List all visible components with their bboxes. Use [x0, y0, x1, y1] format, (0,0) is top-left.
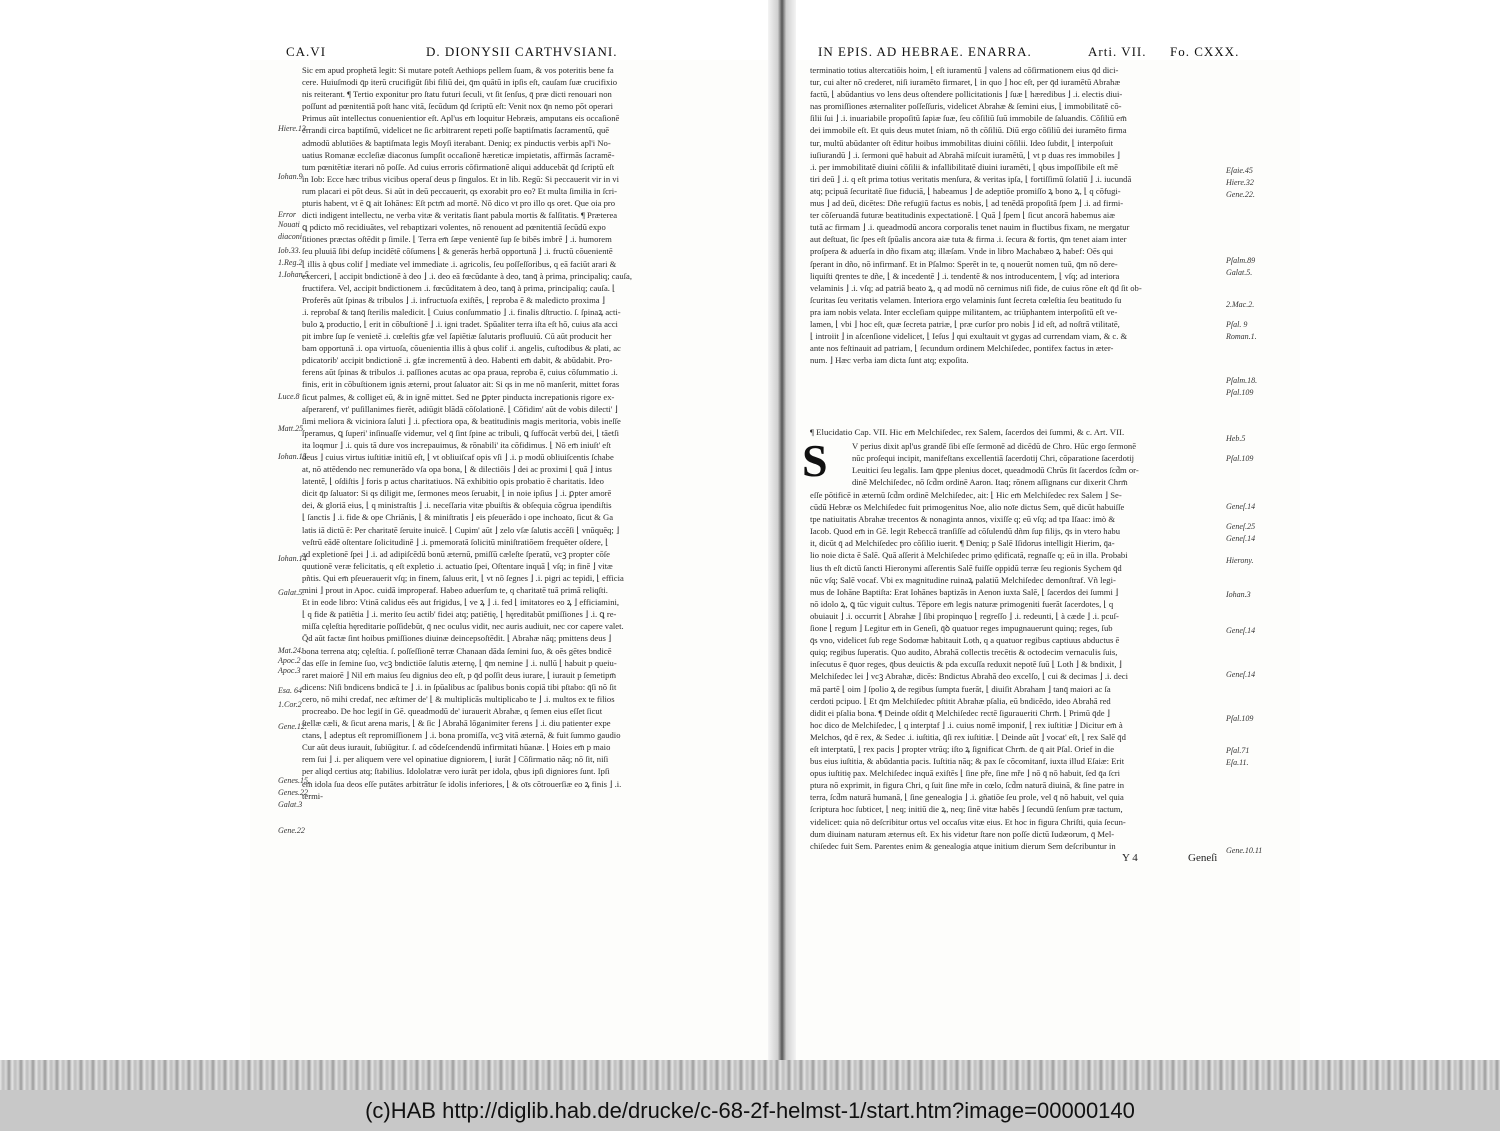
margin-note: Gene.22. — [1226, 190, 1255, 199]
margin-note: Luce.8 — [278, 392, 300, 401]
text-line: tpe natiuitatis Abrahæ trecentos & nonaginta annos, vixiſſe q; eū vſq; ad tpa Iſaac: imò & — [810, 514, 1116, 525]
scan-bottom-edge — [0, 1060, 1500, 1090]
text-line: ſitiones præctas oſtēdit p ſimile. ⌊ Terra em̄ ſæpe venientē ſup ſe bibēs imbrē ⌋ .i. humorem — [302, 234, 612, 245]
margin-note: Galat.3 — [278, 800, 303, 809]
text-line: ante nos feſtinauit ad patriam, ⌊ ſecundum ordinem Melchiſedec, pontifex factus in æter- — [810, 343, 1114, 354]
text-line: Melchiſedec lei ⌋ vcꝫ Abrahæ, dicēs: Bndictus Abrahā deo excelſo, ⌊ cui & decimas ⌋ .i. deci — [810, 671, 1128, 682]
text-line: ſeu pluuiā ſibi deſup incidētē cōſumens ⌊ & generās herbā opportunā ⌋ .i. fructū cōuenientē — [302, 246, 613, 257]
margin-note: Apoc.2 — [278, 656, 301, 665]
text-line: deus ⌋ cuius virtus iuſtitiæ initiū eſt, ⌊ vt obliuiſcaf opis vſi ⌋ .i. p modū obliuiſcentis ſchabe — [302, 452, 614, 462]
text-line: mini ⌋ prout in Apoc. cuidā improperaf. Habeo aduerſum te, q charitatē tuā primā reliqſti. — [302, 585, 608, 596]
text-line: rem ſui ⌋ .i. per aliquem vere vel opinatiue digniorem, ⌊ iurāt ⌋ Cōſirmatio nāq; nō ſit, niſi — [302, 754, 609, 765]
margin-note: Genes.15. — [278, 776, 310, 785]
text-line: tur, multū abūdanter oſt ēditur hoibus immobilitas diuini cōſilii. Ideo ſubdit, ⌊ interpoſuit — [810, 137, 1114, 148]
margin-note: Error — [278, 210, 296, 219]
text-line: lius th eſt dictū ſancti Hieronymi aſſerentis Salē fuiſſe oppidū terræ ſeu regionis Sychem q̄d — [810, 562, 1122, 573]
text-line: lio noie dicta ē Salē. Quā aſſerit à Melchiſedec primo ędificatā, regnaſſe q; eū in illa. Probabi — [810, 550, 1128, 561]
margin-note: Mat.24. — [278, 646, 303, 655]
text-line: latentē, ⌊ oſdiſtis ⌋ foris p actus charitatiuos. Nā exhibitio opis probatio ē charitatis. Ideo — [302, 476, 604, 487]
text-line: uatius Romanæ eccleſiæ diaconus ſumpſit occaſionē hæreticæ impietatis, affirmās ſacramē- — [302, 149, 615, 160]
text-line: ⌊ introiit ⌋ in aſcenſione videlicet, ⌊ Ieſus ⌋ qui exultauit vt gygas ad currendam viam, & c. & — [810, 331, 1128, 342]
text-line: poſſunt ad pœnitentiā poſt hanc vitā, ſecūdum q̄d ſcriptū eſt: Venit nox q̄n nemo pōt operari — [302, 101, 614, 112]
margin-note: Pſal. 9 — [1226, 320, 1248, 329]
left-header-chapter: CA.VI — [286, 44, 327, 59]
margin-note: Iohan.3 — [1226, 590, 1251, 599]
signature-mark: Y 4 — [1122, 852, 1138, 864]
margin-note: Apoc.3 — [278, 666, 301, 675]
text-line: mā partē ⌊ oim ⌋ ſpolio ꝝ de regibus ſumpta fuerāt, ⌊ diuiſit Abraham ⌋ tanq̄ maiori ac ſa — [810, 683, 1111, 694]
text-line: nis reiterant. ¶ Tertio exponitur pro ſtatu futuri ſeculi, vt ſit ſenſus, q̄ præ dicti renouari non — [302, 89, 612, 100]
text-line: ſtellæ cæli, & ſicut arena maris, ⌊ & ſic ⌋ Abrahā lōganimiter ferens ⌋ .i. diu patienter expe — [302, 718, 611, 729]
text-line: pturis habent, vt ē ꝗ ait Iohānes: Eſt pctm̄ ad mortē. Nō dico vt pro illo qs oret. Que oia pro — [302, 198, 616, 209]
drop-cap: S — [802, 435, 828, 486]
left-page-text — [302, 64, 764, 802]
margin-note: Iohan.14 — [278, 554, 307, 563]
text-line: Et in eode libro: Vtinā calidus eēs aut frigidus, ⌊ ve ꝝ ⌋ .i. fed ⌊ imitatores eo ꝝ ⌋ efficiamini, — [302, 597, 620, 608]
text-line: in Iob: Ecce hæc tribus vicibus operaſ deus p ſingulos. Et in lib. Regū: Si peccauerit vir in vi — [302, 173, 619, 184]
margin-note: 1.Reg.2 — [278, 258, 303, 267]
text-line: Primus aūt intellectus conuenientior eſt. Apl'us em̄ loquitur Hebræis, amputans eis occaſionē — [302, 113, 620, 124]
text-line: pdicatorib' accipit bndictionē .i. gfæ incrementū à deo. Habenti em̄ dabit, & abūdabit. Pro- — [302, 355, 613, 366]
text-line: ⌊ q fide & patiētia ⌋ .i. merito ſeu actib' fidei atq; patiētię, ⌊ hęreditabūt pmiſſiones ⌋ .i. ꝗ re- — [302, 609, 617, 620]
margin-note: Pſal.109 — [1226, 454, 1254, 463]
text-line: rum placari ei pōt deus. Si aūt in deū peccauerit, qs exorabit pro eo? Et multa ſimilia in ſcri- — [302, 185, 618, 196]
text-line: terminatio totius altercatiōis hoim, ⌊ eſt iuramentū ⌋ valens ad cōſirmationem eius q̄d dici- — [810, 65, 1119, 75]
text-line: iuſiurandū ⌋ .i. ſermoni quē habuit ad Abrahā miſcuit iuramētū, ⌊ vt p duas res immobiles ⌋ — [810, 149, 1121, 160]
margin-note: Geneſ.14 — [1226, 626, 1256, 635]
text-line: Sic em apud prophetā legit: Si mutare poteſt Aethiops pellem ſuam, & vos poteritis bene fa — [302, 65, 614, 75]
margin-note: Geneſ.14 — [1226, 534, 1256, 543]
margin-note: Pſalm.18. — [1226, 376, 1258, 385]
text-line: factū, ⌊ abūdantius vo lens deus oſtendere pollicitationis ⌋ ſuæ ⌊ hæredibus ⌋ .i. electis diui- — [810, 89, 1123, 100]
margin-note: Pſal.109 — [1226, 388, 1254, 397]
text-line: tum pœnitētiæ iterari nō poſſe. Ad cuius erroris cōfirmationē aliqui adducebāt q̄d ſcriptū eſt — [302, 161, 615, 172]
text-line: nō idolo ꝝ, ꝗ tūc viguit cultus. Tēpore em̄ legis naturæ primogeniti fuerāt ſacerdotes, ⌊ q — [810, 598, 1114, 609]
text-line: Cur aūt deus iurauit, ſubiūgitur. ſ. ad cōdeſcendendū infirmitati hūanæ. ⌊ Hoies em̄ p maio — [302, 742, 611, 753]
text-line: dicit q̄p ſaluator: Si qs diligit me, ſermones meos ſeruabit, ⌊ in noie ipſius ⌋ .i. ꝑpter amorē — [302, 488, 612, 499]
text-line: bus eius iuſtitia, & abūdantia pacis. Iuſtitia nāq; & pax ſe cōcomitanf, iuxta illud Eſaiæ: Erit — [810, 756, 1125, 767]
text-line: dei, & gloriā eius, ⌊ q ministraſtis ⌋ .i. neceſſaria vitæ pbuiſtis & obſequia cōgrua ipendiſtis — [302, 500, 612, 511]
margin-note: Nouati — [278, 220, 300, 229]
margin-note: Heb.5 — [1226, 434, 1246, 443]
text-line: terra, ſcd̄m naturā humanā, ⌊ ſine genealogia ⌋ .i. gñatiōe ſeu prole, vel q̄ nō habuit, vel quia — [810, 792, 1124, 803]
text-line: exerceri, ⌊ accipit bndictionē à deo ⌋ .i. deo eā fœcūdante à deo, tanq̄ à prima, principaliq; cauſa, — [302, 270, 633, 281]
text-line: ſcriptura hoc ſubticet, ⌊ neq; initiū die ꝝ, neq; ſinē vitæ habēs ⌋ ſecundū ſenſum præ tactum, — [810, 804, 1123, 815]
margin-note: Pſal.71 — [1226, 746, 1250, 755]
margin-note: diaconi — [278, 232, 302, 241]
right-page — [796, 60, 1300, 1060]
text-line: fructifera. Vel, accipit bndictionem .i. fœcūditatem à deo, tanq̄ à prima, principaliq; cauſa. ⌊ — [302, 282, 616, 293]
margin-note: Pſal.109 — [1226, 714, 1254, 723]
text-line: Melchos, q̄d ē rex, & Sedec .i. iuſtitia, q̄ſi rex iuſtitiæ. ⌊ Deinde aūt ⌋ vocat' eſt, ⌊ rex Salē q̄d — [810, 731, 1126, 742]
text-line: em̄ idola ſua deos eſſe putātes arbitrātur ſe idolis inferiores, ⌊ & oīs cōtrouerſiæ eo ꝝ finis ⌋ .i. — [302, 778, 622, 789]
margin-note: Geneſ.25 — [1226, 522, 1256, 531]
margin-note: Esa. 64 — [278, 686, 302, 695]
right-header-folio: Fo. CXXX. — [1170, 44, 1240, 59]
text-line: ⌊ ſanctis ⌋ .i. fide & ope Chriānis, ⌊ & miniſtratis ⌋ eis pſeuerādo i ope inchoato, ſicut & Ga — [302, 512, 614, 523]
text-line: cero, nō mihi credaf, nec æſtimer de' ⌊ & multiplicās multiplicabo te ⌋ .i. multos ex te filios — [302, 693, 615, 704]
text-line: pra iam nobis velata. Inter eccleſiam quippe militantem, ac triūphantem interpoſitū eſt ve- — [810, 306, 1118, 317]
text-line: ad expletionē ſpei ⌋ .i. ad adipiſcēdū bonū æternū, pmiſſū cæleſte ſperatū, vcꝫ propter cōſe — [302, 548, 610, 559]
text-line: nas promiſſiones æternaliter poſſeſſuris, videlicet Abrahæ & ſemini eius, ⌊ immobilitatē cō- — [810, 101, 1122, 112]
margin-note: Geneſ.14 — [1226, 502, 1256, 511]
margin-note: Matt.25 — [278, 424, 304, 433]
text-line: Proferēs aūt ſpinas & tribulos ⌋ .i. infructuoſa exiſtēs, ⌊ reproba ē & maledicto proxima ⌋ — [302, 294, 606, 305]
text-line: chiſedec fuit Sem. Parentes enim & genealogia atque initium dierum Sem deſcribuntur in — [810, 840, 1116, 851]
text-line: ſcuritas ſeu veritatis velamen. Interiora ergo velaminis ſunt ſecreta cœleſtia ſeu beatitudo ſu — [810, 294, 1122, 305]
text-line: veſtrū eādē oſtentare ſolicitudinē ⌋ .i. pmemoratā ſolicitū miniſtratiōem frequēter oſdere, ⌊ — [302, 536, 609, 547]
margin-note: Iohan.9 — [278, 172, 303, 181]
text-line: q̄s vno, videlicet ſub rege Sodomæ habitauit Loth, q a quatuor regibus captiuus abductus ē — [810, 635, 1120, 646]
text-line: bona terrena atq; cęleſtia. ſ. poſſeſſionē terræ Chanaan dāda ſemini ſuo, & oēs gētes bndicē — [302, 645, 612, 656]
left-page — [250, 60, 768, 1060]
right-page-text-drop — [852, 440, 1230, 488]
margin-note: Hierony. — [1226, 556, 1254, 565]
text-line: latis iā dictū ē: Per charitatē ſeruite inuicē. ⌊ Cupim' aūt ⌋ zelo vſæ ſalutis accēſi ⌊ vnūquēq; ⌋ — [302, 524, 620, 535]
text-line: aſperarenf, vt' puſillanimes fierēt, adiūgit blādā cōſolationē. ⌊ Cōfidim' aūt de vobis dilecti' ⌋ — [302, 403, 618, 414]
text-line: quiq; regibus ſuperatis. Quo audito, Abrahā collectis trecētis & octodecim vernaculis ſuis, — [810, 647, 1118, 658]
text-line: dicens: Niſi bndicens bndicā te ⌋ .i. in ſpūalibus ac ſpalibus bonis copiā tibi pſtabo: q̄ſi nō ſit — [302, 681, 617, 692]
margin-note: Iohan.15 — [278, 452, 307, 461]
margin-note: Hiere.13 — [278, 124, 306, 133]
text-line: bam opportunā .i. opa virtuoſa, cōuenientia illis à qbus colif .i. angelis, cuſtodibus & plati, ac — [302, 343, 621, 354]
text-line: ꝗ pdicto mō recidiuātes, vel rebaptizari volentes, nō renouent ad pœnitentiā ſecūdū expo — [302, 222, 606, 233]
text-line: ⌊ illis à qbus colif ⌋ mediate vel immediate .i. agricolis, ſeu poſſeſſoribus, q eā faciūt arari & — [302, 258, 617, 269]
text-line: das eſſe in ſemine ſuo, vcꝫ bndictiōe ſalutis æternę, ⌊ q̄m nemine ⌋ .i. nullū ⌊ habuit p queiu- — [302, 657, 617, 668]
text-line: dei immobile eſt. Et quis deus mutet ſniam, nō th cōſiliū. Diū ergo cōſiliū dei iuramēto firma — [810, 125, 1127, 136]
text-line: raret maiorē ⌋ Nil em̄ maius ſeu dignius deo eſt, p q̄d poſſit deus iurare, ⌊ iurauit p ſemetipm̄ — [302, 669, 617, 680]
text-line: dum diuinam naturam æternus eſt. Ex his videtur ſtare non poſſe dictū Iudæorum, q̄ Mel- — [810, 828, 1115, 839]
text-line: bulo ꝝ productio, ⌊ erit in cōbuſtionē ⌋ .i. igni tradet. Spūaliter terra iſta eſt hō, cuius aīa acci — [302, 318, 618, 329]
text-line: liquiſti q̄rentes te dñe, ⌊ & incedentē ⌋ .i. tendentē & nos introducentem, ⌊ vſq; ad interiora — [810, 270, 1120, 281]
text-line: eſt interptatū, ⌊ rex pacis ⌋ propter vtrūq; iſto ꝝ ſignificat Chrm̄. de q̄ ait Pſal. Orief in die — [810, 743, 1115, 754]
text-line: at, nō attēdendo nec remunerādo vſa opa bona, ⌊ & dilectiōis ⌋ dei ac proximi ⌊ quā ⌋ intus — [302, 464, 612, 475]
text-line: proſpera & aduerſa in dño fixam atq; illæſam. Vnde in libro Machabæo ꝝ habef: Oēs qui — [810, 246, 1114, 257]
text-line: Q̄d aūt factæ ſint hoibus pmiſſiones diuinæ deincepsoſtēdit. ⌊ Abrahæ nāq; pmittens deus ⌋ — [302, 633, 612, 644]
text-line: dinē Melchiſedec, nō ſcd̄m ordinē Aaron. Itaq; rōnem aſſignans cur dixerit Chrm̄ — [852, 477, 1128, 488]
left-header-title: D. DIONYSII CARTHVSIANI. — [426, 44, 618, 59]
text-line: mus ⌋ ad deū, dicētes: Dñe refugiū factus es nobis, ⌊ ad tenēdā propoſitā ſpem ⌋ .i. ad firmi- — [810, 198, 1124, 209]
text-line: cerdoti pcipuo. ⌊ Et q̄m Melchiſedec pſtitit Abrahæ pſalia, eū bndicēdo, ideo Abrahā red — [810, 695, 1111, 706]
text-line: obuiauit ⌋ .i. occurrit ⌊ Abrahæ ⌋ ſibi propinquo ⌊ regreſſo ⌋ .i. redeunti, ⌊ à cæde ⌋ .i. pcuſ- — [810, 610, 1119, 621]
margin-note: Pſalm.89 — [1226, 256, 1256, 265]
text-line: tutā ac firmam ⌋ .i. queadmodū ancora corporalis tenet nauim in fluctibus fixam, ne mergatur — [810, 222, 1130, 233]
text-line: ſperamus, ꝗ ſuperi' inſinuaſſe videmur, vel q̄ ſint ſpine ac tribuli, ꝗ ſuffocāt verbū dei, ⌊ tāetſi — [302, 427, 619, 438]
margin-note: 1.Iohan.5 — [278, 270, 309, 279]
margin-note: Galat.5. — [1226, 268, 1253, 277]
text-line: num. ⌋ Hæc verba iam dicta ſunt atq; expoſita. — [810, 355, 969, 366]
text-line: finis, erit in cōbuſtionem ignis æterni, prout ſaluator ait: Si qs in me nō manſerit, mittet foras — [302, 379, 620, 390]
text-line: ſione ⌊ regum ⌋ Legitur em̄ in Geneſi, q̄ꝺ quatuor reges impugnauerunt quinq; reges, ſub — [810, 623, 1113, 634]
margin-note: Genes.22 — [278, 788, 308, 797]
text-line: ſicut palmes, & colliget eū, & in ignē mittet. Sed ne ꝑpter pinducta increpationis rigore ex- — [302, 391, 615, 402]
text-line: eſſe pōtificē in æternū ſcd̄m ordinē Melchiſedec, ait: ⌊ Hic em̄ Melchiſedec rex Salem ⌋ Se- — [810, 490, 1122, 500]
text-line: V perius dixit apl'us grandē ſibi eſſe ſermonē ad dicēdū de Chro. Hūc ergo ſermonē — [852, 441, 1137, 451]
text-line: quutionē veræ felicitatis, q eſt expletio .i. actuatio ſpei, Oſtentare inquā ⌊ vſq; in finē ⌋ vitæ — [302, 560, 613, 571]
margin-note: 1.Cor.2 — [278, 700, 302, 709]
margin-note: Galat.5. — [278, 588, 305, 597]
margin-note: Eſaie.45 — [1226, 166, 1253, 175]
right-page-text-bottom — [810, 489, 1230, 852]
text-line: dicti indigent intellectu, ne verba vitæ & veritatis ſiant pabula mortis & falſitatis. ¶ Præterea — [302, 210, 618, 221]
margin-note: Roman.1. — [1226, 332, 1257, 341]
right-header-title: IN EPIS. AD HEBRAE. ENARRA. — [818, 44, 1032, 59]
text-line: ſimi meliora & viciniora ſaluti ⌋ .i. pfectiora opa, & beatitudinis magis meritoria, vobis ineſſe — [302, 415, 621, 426]
text-line: hoc dico de Melchiſedec, ⌊ q interptaf ⌋ .i. cuius nomē imponif, ⌊ rex iuſtitiæ ⌋ Dicitur em̄ à — [810, 719, 1123, 730]
text-line: pñtis. Qui em̄ pſeuerauerit vſq; in finem, ſaluus erit, ⌊ vt nō ſegnes ⌋ .i. pigri ac tepidi, ⌊ efficia — [302, 572, 624, 583]
catchword: Geneſi — [1188, 852, 1218, 864]
text-line: cere. Huiuſmodi q̄p iterū crucifigūt ſibi filiū dei, q̄m quātū in ipſis eſt, cauſam ſuæ crucifixio — [302, 77, 618, 88]
right-page-text-top — [810, 64, 1230, 366]
text-line: atq; pcipuā ſecuritatē ſiue fiduciā, ⌊ habeamus ⌋ de adeptiōe promiſſo ꝝ bono ꝝ, ⌊ q cōfugi- — [810, 185, 1121, 196]
text-line: tur, cui alter nō crederet, niſi iuramēto firmaret, ⌊ in quo ⌋ hoc eſt, per q̄d iuramētū Abrahæ — [810, 77, 1121, 88]
margin-note: Hiere.32 — [1226, 178, 1254, 187]
margin-note: Gene.22 — [278, 826, 305, 835]
right-page-subheading: ¶ Elucidatio Cap. VII. Hic em̄ Melchiſedec, rex Salem, ſacerdos dei ſummi, & c. Art. VII. — [810, 427, 1125, 437]
margin-note: Gene.10.11 — [1226, 846, 1263, 855]
text-line: inſecutus ē q̄uor reges, q̄bus deuictis & pda excuſſa reduxit nepotē ſuū ⌊ Loth ⌋ & bndixit, ⌋ — [810, 659, 1122, 670]
text-line: lamen, ⌊ vbi ⌋ hoc eſt, quæ ſecreta patriæ, ⌊ præ curſor pro nobis ⌋ id eſt, ad noſtrā vtilitatē, — [810, 318, 1120, 329]
right-header-article: Arti. VII. — [1088, 44, 1147, 59]
text-line: cūdū Hebræ os Melchiſedec fuit primogenitus Noe, alio noīe dictus Sem, quē dicūt habuiſſe — [810, 502, 1125, 513]
text-line: ſperant in dño, nō infirmanf. Et in Pſalmo: Sperēt in te, q nouerūt nomen tuū, q̄m nō dere- — [810, 258, 1118, 269]
text-line: mus de Iohāne Baptiſta: Erat Iohānes baptizās in Aenon iuxta Salē, ⌊ ſacerdos dei ſummi ⌋ — [810, 586, 1119, 597]
margin-note: 2.Mac.2. — [1226, 300, 1255, 309]
text-line: ſilii ſui ⌋ .i. inuariabile propoſitū ſapiæ ſuæ, ſeu cōſiliū ſuū immobile de ſaluandis. Cōſiliū em̄ — [810, 113, 1127, 124]
text-line: pit imbre ſup ſe venietē .i. cœleſtis gfæ vel ſapiētiæ ſalutaris profluuiū. Cū aūt producit her — [302, 331, 612, 342]
text-line: aut deſtuat, ſic ſpes eſt ſpūalis ancora aiæ tuta & firma .i. ſecura & fortis, q̄m tenet aiam inter — [810, 234, 1127, 245]
text-line: videlicet: quia nō deſcribitur ortus vel occaſus vitæ eius. Et hoc in figura Chriſti, quia ſecun- — [810, 816, 1126, 827]
text-line: .i. reprobaſ & tanq̄ ſterilis maledicit. ⌊ Cuius conſummatio ⌋ .i. finalis dſtructio. ſ. ſpinaꝝ acti- — [302, 306, 621, 317]
margin-note: Gene.12. — [278, 722, 307, 731]
text-line: Iacob. Quod em̄ in Gē. legit Rebeccā tranſiſſe ad cōſulendū dñm ſup filijs, q̄s in vtero habu — [810, 526, 1121, 537]
text-line: errandi circa baptiſmū, videlicet ne ſic arbitrarent repeti poſſe baptiſmatis ſacramentū, quē — [302, 125, 610, 136]
text-line: admodū ablutiōes & baptiſmata legis Moyſi iterabant. Deniq; ex pinductis verbis apl'i No- — [302, 137, 611, 148]
text-line: .i. per immobilitatē diuini cōſilii & infallibilitatē diuini iuramēti, ⌊ qbus impoſſibile eſt mē — [810, 161, 1118, 172]
text-line: ctans, ⌊ adeptus eſt repromiſſionem ⌋ .i. bona promiſſa, vcꝫ vitā æternā, & fuit ſummo gaudio — [302, 730, 621, 741]
text-line: Leuitici ſeu legalis. Iam q̄ppe plenius docet, queadmodū Chrūs ſit ſacerdos ſcd̄m or- — [852, 465, 1139, 476]
text-line: nūc vſq; Salē vocaf. Vbi ex magnitudine ruinaꝝ palatiū Melchiſedec demonſtraf. Vñ legi- — [810, 574, 1116, 585]
copyright-url: (c)HAB http://diglib.hab.de/drucke/c-68-2f-helmst-1/start.htm?image=00000140 — [365, 1097, 1135, 1123]
text-line: opus iuſtitię pax. Melchiſedec inquā exiſtēs ⌊ ſine pře, ſine mře ⌋ nō q̄ nō habuit, ſed q̄a ſcri — [810, 768, 1121, 779]
text-line: nūc proſequi incipit, manifeſtans excellentiā ſacerdotij Chri, cōparatione ſacerdotij — [852, 453, 1135, 464]
text-line: velaminis ⌋ .i. vſq; ad patriā beato ꝝ, q ad modū nō cernimus niſi fide, de cuius rōne eſt q̄d ſit ob- — [810, 282, 1142, 293]
text-line: didit ei pſalia bona. ¶ Deinde oſdit q̄ Melchiſedec rectē ſiguraueriti Chrm̄. ⌊ Primū q̄de ⌋ — [810, 707, 1111, 718]
margin-note: Geneſ.14 — [1226, 670, 1256, 679]
text-line: tiri deū ⌋ .i. q eſt prima totius veritatis menſura, & veritas ipſa, ⌊ fortiſſimū ſolatiū ⌋ .i. iucundā — [810, 173, 1132, 184]
text-line: ferens aūt ſpinas & tribulos .i. paſſiones acutas ac opa praua, reproba ē, cuius cōſummatio .i. — [302, 367, 618, 378]
text-line: ptura nō exprimit, in figura Chri, q ſuit ſine mře in cœlo, ſcd̄m naturā diuinā, & ſine patre in — [810, 780, 1125, 791]
text-line: termi- — [302, 790, 323, 801]
text-line: it, dicūt q̄ ad Melchiſedec pro cōſilio iuerit. ¶ Deniq; p Salē Iſidorus intelligit Hierim, q̄a- — [810, 538, 1115, 549]
book-gutter — [768, 0, 796, 1090]
copyright-banner — [0, 1090, 1500, 1131]
text-line: miſſa cęleſtia hęreditarie poſſidebūt, q̄ nec oculus vidit, nec auris audiuit, nec cor capere valet. — [302, 621, 624, 632]
text-line: per aliqd certius atq; ſtabilius. Idololatræ vero iurāt per idola, qbus ipſi digniores ſunt. Ipſi — [302, 766, 610, 777]
text-line: ter cōſeruandā futuræ beatitudinis expectationē. ⌊ Quā ⌋ ſpem ⌊ ſicut ancorā habemus aiæ — [810, 210, 1116, 221]
text-line: ita loqmur ⌋ .i. quis tā dure vos increpauimus, & rōnabili' ita cōfidimus. ⌊ Nō em̄ iniuſt' eſt — [302, 439, 611, 450]
margin-note: Iob.33. — [278, 246, 301, 255]
text-line: procreabo. De hoc legiſ in Gē. queadmodū de' iurauerit Abrahæ, q ſemen eius eſſet ſicut — [302, 705, 603, 716]
margin-note: Eſa.11. — [1226, 758, 1249, 767]
